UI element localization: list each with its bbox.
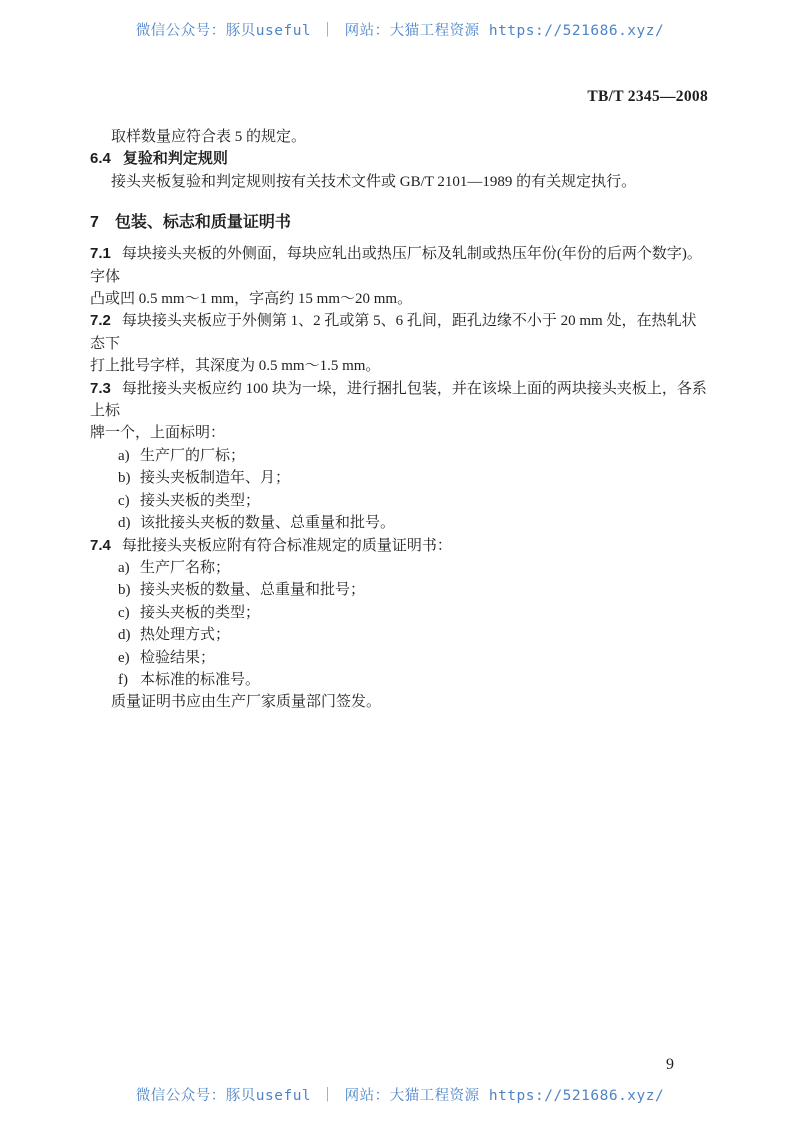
item-text: 接头夹板制造年、月； (140, 470, 291, 487)
item-label: e) (118, 649, 130, 666)
item-text: 检验结果； (140, 649, 216, 666)
item-text: 热处理方式； (140, 627, 231, 644)
clause-7-1-number: 7.1 (90, 245, 111, 263)
clause-7-1-text: 每块接头夹板的外侧面，每块应轧出或热压厂标及轧制或热压年份(年份的后两个数字)。字体 (90, 246, 702, 285)
clause-7-3-number: 7.3 (90, 379, 111, 397)
section-7-number: 7 (90, 214, 99, 232)
list-item-7-3-b (90, 467, 710, 489)
item-text: 该批接头夹板的数量、总重量和批号。 (140, 515, 396, 532)
clause-7-4-number: 7.4 (90, 536, 111, 554)
list-item-7-4-a (90, 557, 710, 579)
standard-doc-number: TB/T 2345—2008 (587, 88, 708, 105)
clause-7-3-line-1 (90, 378, 710, 423)
item-label: f) (118, 671, 128, 688)
item-text: 接头夹板的类型； (140, 604, 261, 621)
list-item-7-3-c (90, 490, 710, 512)
section-6-4-number: 6.4 (90, 150, 111, 168)
footer-watermark: 微信公众号：豚贝useful ｜ 网站：大猫工程资源 https://521686.xyz/ (135, 1088, 665, 1104)
list-item-7-4-e (90, 647, 710, 669)
item-label: c) (118, 492, 130, 509)
item-text: 接头夹板的数量、总重量和批号； (140, 582, 366, 599)
clause-7-1-line-1 (90, 243, 710, 288)
item-text: 生产厂的厂标； (140, 447, 246, 464)
clause-7-3-line-2: 牌一个，上面标明： (90, 425, 226, 442)
paragraph-sampling-quantity: 取样数量应符合表 5 的规定。 (111, 129, 307, 145)
clause-7-2-line-1 (90, 310, 710, 355)
item-label: d) (118, 627, 131, 644)
item-label: b) (118, 470, 131, 487)
list-item-7-4-f (90, 669, 710, 691)
paragraph-6-4-body: 接头夹板复验和判定规则按有关技术文件或 GB/T 2101—1989 的有关规定执行。 (111, 173, 637, 190)
section-7-title: 包装、标志和质量证明书 (114, 214, 291, 232)
list-item-7-3-d (90, 512, 710, 534)
list-item-7-4-b (90, 579, 710, 601)
page-number: 9 (666, 1056, 674, 1073)
clause-7-4-text: 每批接头夹板应附有符合标准规定的质量证明书： (121, 537, 452, 554)
document-body (90, 126, 710, 714)
clause-7-3-text: 每批接头夹板应约 100 块为一垛，进行捆扎包装，并在该垛上面的两块接头夹板上，各系上标 (90, 380, 707, 420)
item-text: 生产厂名称； (140, 559, 231, 576)
list-item-7-3-a (90, 445, 710, 467)
list-item-7-4-d (90, 624, 710, 646)
item-text: 本标准的标准号。 (140, 671, 261, 688)
item-label: a) (118, 559, 130, 576)
item-text: 接头夹板的类型； (140, 492, 261, 509)
clause-7-2-text: 每块接头夹板应于外侧第 1、2 孔或第 5、6 孔间，距孔边缘不小于 20 mm 处，在热轧状态下 (90, 313, 697, 352)
paragraph-quality-cert-issuer: 质量证明书应由生产厂家质量部门签发。 (111, 694, 382, 711)
item-label: c) (118, 604, 130, 621)
section-6-4-title: 复验和判定规则 (122, 150, 228, 168)
clause-7-2-line-2: 打上批号字样，其深度为 0.5 mm～1.5 mm。 (90, 358, 381, 375)
clause-7-2-number: 7.2 (90, 312, 111, 330)
item-label: d) (118, 515, 131, 532)
item-label: a) (118, 447, 130, 464)
section-7-heading (90, 210, 710, 236)
item-label: b) (118, 582, 131, 599)
section-6-4-heading (90, 148, 710, 170)
header-watermark: 微信公众号：豚贝useful ｜ 网站：大猫工程资源 https://521686.xyz/ (135, 23, 665, 39)
list-item-7-4-c (90, 602, 710, 624)
clause-7-4-line-1 (90, 535, 710, 557)
clause-7-1-line-2: 凸或凹 0.5 mm～1 mm，字高约 15 mm～20 mm。 (90, 291, 413, 308)
